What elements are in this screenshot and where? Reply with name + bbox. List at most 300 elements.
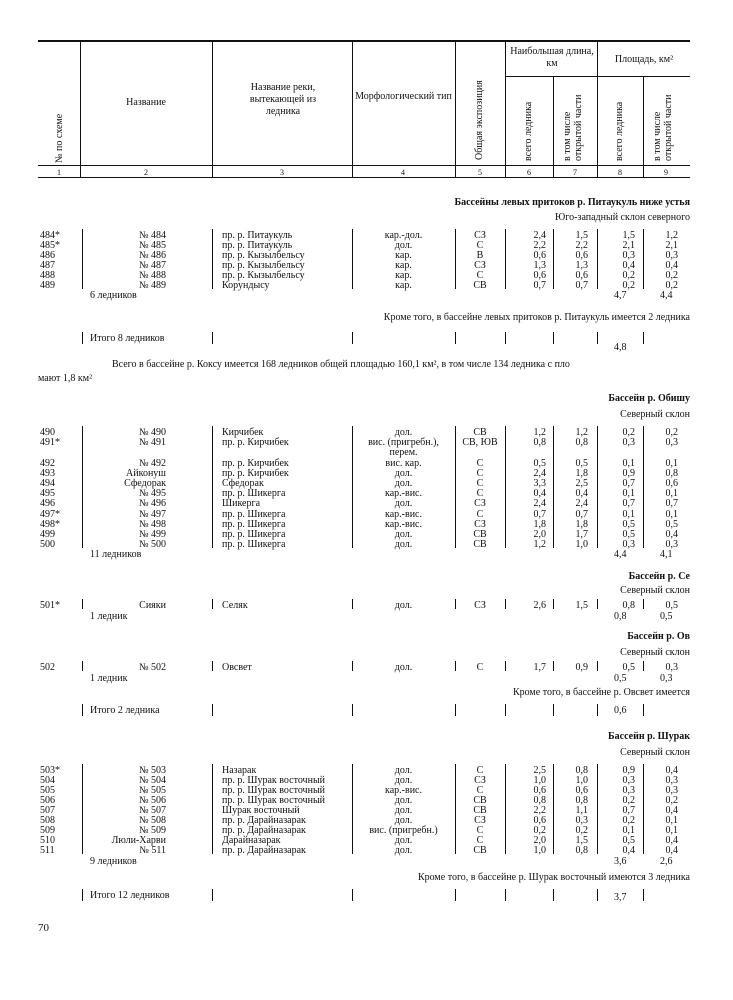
cell-area-open: 0,3 bbox=[665, 662, 678, 673]
cell-area-open: 2,1 bbox=[665, 240, 678, 251]
section4-note: Кроме того, в бассейне р. Овсвет имеется bbox=[512, 687, 690, 698]
column-separator bbox=[505, 599, 506, 609]
cell-length-total: 0,6 bbox=[533, 250, 546, 261]
cell-scheme-no: 504 bbox=[40, 775, 55, 786]
cell-length-total: 1,3 bbox=[533, 260, 546, 271]
column-separator bbox=[212, 229, 213, 289]
cell-glacier-name: Сфедорак bbox=[124, 478, 166, 489]
table-top-rule bbox=[38, 40, 690, 42]
cell-river-name: Селяк bbox=[222, 600, 248, 611]
cell-river-name: пр. р. Шурак восточный bbox=[222, 775, 326, 786]
cell-morph-type: вис. (пригребн.) bbox=[369, 825, 438, 836]
cell-length-open: 0,2 bbox=[575, 825, 588, 836]
colnum-bottom-rule bbox=[38, 177, 690, 178]
cell-exposition: СЗ bbox=[474, 518, 486, 530]
cell-river-name: пр. р. Шикерга bbox=[222, 508, 286, 520]
cell-exposition: СЗ bbox=[474, 260, 486, 271]
cell-length-open: 1,8 bbox=[575, 467, 588, 479]
cell-morph-type: кар. bbox=[395, 280, 412, 291]
section2-total9: 4,1 bbox=[660, 549, 673, 560]
cell-scheme-no: 511 bbox=[40, 845, 55, 856]
section1-itogo: Итого 8 ледников bbox=[90, 333, 165, 344]
cell-length-total: 1,2 bbox=[533, 427, 546, 438]
header-col9: в том числе открытой части bbox=[652, 94, 674, 161]
column-separator bbox=[597, 764, 598, 854]
colnum-1: 1 bbox=[57, 168, 61, 177]
cell-morph-type: дол. bbox=[394, 529, 413, 540]
column-separator bbox=[597, 661, 598, 671]
cell-exposition: С bbox=[476, 785, 484, 796]
cell-length-total: 0,2 bbox=[533, 825, 546, 836]
column-separator bbox=[212, 661, 213, 671]
column-separator bbox=[455, 229, 456, 289]
header-col4: Морфологический тип bbox=[355, 91, 452, 102]
cell-area-total: 0,1 bbox=[622, 488, 635, 500]
column-separator bbox=[82, 229, 83, 289]
cell-scheme-no: 502 bbox=[40, 662, 55, 673]
cell-length-total: 1,0 bbox=[533, 845, 546, 856]
cell-length-open: 0,3 bbox=[575, 815, 588, 826]
cell-length-open: 2,4 bbox=[575, 498, 588, 510]
summary-line2: мают 1,8 км² bbox=[38, 373, 93, 384]
cell-exposition: СЗ bbox=[474, 498, 486, 510]
cell-morph-type: дол. bbox=[394, 539, 413, 551]
cell-river-name: пр. р. Питаукуль bbox=[222, 230, 293, 241]
section5-total8: 3,6 bbox=[614, 856, 627, 867]
cell-exposition: СВ bbox=[473, 845, 487, 856]
cell-river-name: пр. р. Кызылбельсу bbox=[222, 270, 305, 281]
cell-river-name: пр. р. Дарайназарак bbox=[222, 825, 306, 836]
section3-title: Бассейн р. Се bbox=[628, 571, 690, 582]
cell-area-open: 0,3 bbox=[665, 539, 678, 551]
cell-river-name: пр. р. Кызылбельсу bbox=[222, 250, 305, 261]
cell-length-open: 0,7 bbox=[575, 280, 588, 291]
cell-morph-type: дол. bbox=[394, 498, 413, 510]
cell-exposition: СВ bbox=[473, 805, 487, 816]
cell-area-total: 0,7 bbox=[622, 805, 635, 816]
column-separator bbox=[597, 426, 598, 548]
header-col2: Название bbox=[126, 97, 166, 108]
cell-glacier-name: № 490 bbox=[138, 427, 166, 438]
column-separator bbox=[212, 426, 213, 548]
column-separator bbox=[212, 599, 213, 609]
cell-length-open: 0,9 bbox=[575, 662, 588, 673]
cell-area-open: 0,4 bbox=[665, 835, 678, 846]
cell-area-total: 0,7 bbox=[622, 498, 635, 510]
cell-length-open: 1,5 bbox=[575, 600, 588, 611]
section1-total8: 4,7 bbox=[614, 290, 627, 301]
cell-exposition: СВ bbox=[473, 795, 487, 806]
column-separator bbox=[505, 661, 506, 671]
cell-exposition: СЗ bbox=[474, 230, 486, 241]
cell-area-open: 0,4 bbox=[665, 529, 678, 540]
header-col3: Название реки, вытекающей из ледника bbox=[249, 82, 317, 117]
cell-area-open: 0,5 bbox=[665, 600, 678, 611]
section5-subtitle: Северный склон bbox=[620, 747, 690, 758]
section3-count: 1 ледник bbox=[90, 611, 128, 622]
cell-river-name: пр. р. Кирчибек bbox=[222, 457, 289, 469]
cell-scheme-no: 501* bbox=[40, 600, 60, 611]
cell-length-total: 2,5 bbox=[533, 765, 546, 776]
cell-scheme-no: 507 bbox=[40, 805, 55, 816]
cell-morph-type: дол. bbox=[394, 467, 413, 479]
cell-river-name: пр. р. Шикерга bbox=[222, 518, 286, 530]
section3-total8: 0,8 bbox=[614, 611, 627, 622]
cell-glacier-name: № 491 bbox=[138, 437, 166, 449]
header-col8: всего ледника bbox=[614, 101, 625, 161]
cell-area-total: 0,8 bbox=[622, 600, 635, 611]
cell-exposition: С bbox=[476, 240, 484, 251]
cell-glacier-name: Люли-Харви bbox=[111, 835, 166, 846]
cell-area-total: 0,5 bbox=[622, 518, 635, 530]
cell-river-name: Кирчибек bbox=[222, 427, 264, 438]
cell-length-total: 2,2 bbox=[533, 805, 546, 816]
section2-count: 11 ледников bbox=[90, 549, 142, 560]
colnum-4: 4 bbox=[401, 168, 405, 177]
cell-morph-type: дол. bbox=[394, 815, 413, 826]
cell-length-total: 0,8 bbox=[533, 437, 546, 449]
cell-river-name: пр. р. Шикерга bbox=[222, 529, 286, 540]
cell-glacier-name: № 502 bbox=[138, 662, 166, 673]
colnum-6: 6 bbox=[527, 168, 531, 177]
cell-area-total: 0,2 bbox=[622, 815, 635, 826]
cell-area-total: 0,2 bbox=[622, 427, 635, 438]
cell-glacier-name: № 500 bbox=[138, 539, 166, 551]
cell-length-total: 0,4 bbox=[533, 488, 546, 500]
cell-area-total: 0,4 bbox=[622, 845, 635, 856]
cell-scheme-no: 500 bbox=[40, 539, 55, 551]
cell-river-name: пр. р. Шикерга bbox=[222, 488, 286, 500]
cell-length-total: 0,5 bbox=[533, 457, 546, 469]
column-separator bbox=[553, 599, 554, 609]
cell-area-total: 0,1 bbox=[622, 457, 635, 469]
cell-length-open: 0,8 bbox=[575, 845, 588, 856]
column-separator bbox=[643, 764, 644, 854]
cell-length-open: 0,6 bbox=[575, 250, 588, 261]
cell-length-open: 1,1 bbox=[575, 805, 588, 816]
section1-title: Бассейны левых притоков р. Питаукуль ниже устья bbox=[454, 197, 690, 208]
column-separator bbox=[82, 764, 83, 854]
column-separator bbox=[352, 764, 353, 854]
cell-scheme-no: 503* bbox=[40, 765, 60, 776]
cell-river-name: Овсвет bbox=[222, 662, 252, 673]
cell-glacier-name: № 503 bbox=[138, 765, 166, 776]
section3-total9: 0,5 bbox=[660, 611, 673, 622]
cell-scheme-no: 486 bbox=[40, 250, 55, 261]
cell-length-open: 0,6 bbox=[575, 270, 588, 281]
column-separator bbox=[643, 426, 644, 548]
cell-length-total: 0,6 bbox=[533, 815, 546, 826]
section5-total9: 2,6 bbox=[660, 856, 673, 867]
section5-itogo: Итого 12 ледников bbox=[90, 890, 170, 901]
column-separator bbox=[597, 229, 598, 289]
cell-length-open: 0,8 bbox=[575, 795, 588, 806]
cell-scheme-no: 497* bbox=[40, 508, 60, 520]
cell-area-total: 0,9 bbox=[622, 467, 635, 479]
column-separator bbox=[82, 661, 83, 671]
column-separator bbox=[597, 599, 598, 609]
cell-glacier-name: № 496 bbox=[138, 498, 166, 510]
cell-length-total: 1,7 bbox=[533, 662, 546, 673]
cell-area-open: 0,4 bbox=[665, 845, 678, 856]
cell-glacier-name: № 505 bbox=[138, 785, 166, 796]
cell-exposition: СЗ bbox=[474, 815, 486, 826]
cell-area-open: 0,1 bbox=[665, 825, 678, 836]
column-separator bbox=[352, 599, 353, 609]
cell-exposition: С bbox=[476, 835, 484, 846]
cell-area-total: 0,2 bbox=[622, 280, 635, 291]
cell-morph-type: вис. (пригребн.), bbox=[368, 437, 439, 449]
cell-morph-type: кар.-вис. bbox=[385, 488, 422, 500]
cell-area-open: 0,2 bbox=[665, 427, 678, 438]
column-separator bbox=[352, 426, 353, 548]
cell-river-name: Шикерга bbox=[222, 498, 261, 510]
cell-length-open: 2,5 bbox=[575, 478, 588, 489]
cell-exposition: С bbox=[476, 765, 484, 776]
cell-scheme-no: 489 bbox=[40, 280, 55, 291]
cell-glacier-name: № 492 bbox=[138, 457, 166, 469]
cell-length-open: 1,0 bbox=[575, 539, 588, 551]
cell-scheme-no: 499 bbox=[40, 529, 55, 540]
column-separator bbox=[643, 229, 644, 289]
cell-length-open: 1,5 bbox=[575, 835, 588, 846]
cell-river-name: пр. р. Дарайназарак bbox=[222, 815, 306, 826]
cell-area-open: 0,2 bbox=[665, 270, 678, 281]
cell-area-total: 0,5 bbox=[622, 662, 635, 673]
cell-scheme-no: 495 bbox=[40, 488, 55, 500]
cell-length-open: 2,2 bbox=[575, 240, 588, 251]
cell-scheme-no: 506 bbox=[40, 795, 55, 806]
cell-river-name: пр. р. Кирчибек bbox=[222, 467, 289, 479]
cell-river-name: пр. р. Шурак восточный bbox=[222, 795, 326, 806]
cell-length-open: 1,2 bbox=[575, 427, 588, 438]
cell-length-open: 0,8 bbox=[575, 437, 588, 449]
column-separator bbox=[455, 599, 456, 609]
cell-length-total: 0,7 bbox=[533, 280, 546, 291]
cell-exposition: СВ bbox=[473, 529, 487, 540]
cell-area-total: 0,3 bbox=[622, 437, 635, 449]
cell-morph-type: дол. bbox=[394, 478, 413, 489]
cell-area-total: 1,5 bbox=[622, 230, 635, 241]
cell-length-open: 1,5 bbox=[575, 230, 588, 241]
summary-line1: Всего в бассейне р. Коксу имеется 168 ледников общей площадью 160,1 км², в том числе 134 ледника с пло bbox=[112, 359, 570, 370]
colnum-9: 9 bbox=[664, 168, 668, 177]
cell-river-name: пр. р. Питаукуль bbox=[222, 240, 293, 251]
cell-length-total: 0,6 bbox=[533, 785, 546, 796]
cell-area-open: 0,3 bbox=[665, 250, 678, 261]
cell-area-total: 0,7 bbox=[622, 478, 635, 489]
column-separator bbox=[455, 764, 456, 854]
section4-itogo-area: 0,6 bbox=[614, 705, 627, 716]
cell-river-name: Назарак bbox=[222, 765, 257, 776]
column-separator bbox=[352, 661, 353, 671]
cell-length-total: 1,2 bbox=[533, 539, 546, 551]
cell-area-open: 0,1 bbox=[665, 457, 678, 469]
cell-area-total: 0,5 bbox=[622, 529, 635, 540]
header-len-group: Наибольшая длина, км bbox=[510, 46, 594, 69]
cell-area-open: 0,4 bbox=[665, 805, 678, 816]
cell-area-total: 0,3 bbox=[622, 785, 635, 796]
column-separator bbox=[505, 426, 506, 548]
column-separator bbox=[553, 229, 554, 289]
cell-river-name: пр. р. Шурак восточный bbox=[222, 785, 326, 796]
cell-morph-type: дол. bbox=[394, 835, 413, 846]
section1-note: Кроме того, в бассейне левых притоков р. Питаукуль имеется 2 ледника bbox=[383, 312, 690, 323]
cell-scheme-no: 505 bbox=[40, 785, 55, 796]
cell-glacier-name: № 506 bbox=[138, 795, 166, 806]
cell-glacier-name: № 509 bbox=[138, 825, 166, 836]
cell-scheme-no: 492 bbox=[40, 457, 55, 469]
cell-scheme-no: 493 bbox=[40, 467, 55, 479]
cell-length-open: 1,8 bbox=[575, 518, 588, 530]
section4-total9: 0,3 bbox=[660, 673, 673, 684]
cell-exposition: С bbox=[476, 825, 484, 836]
cell-area-open: 0,2 bbox=[665, 280, 678, 291]
cell-morph-type: дол. bbox=[394, 765, 413, 776]
cell-glacier-name: Айконуш bbox=[126, 467, 166, 479]
cell-length-total: 0,8 bbox=[533, 795, 546, 806]
section5-itogo-area: 3,7 bbox=[614, 892, 627, 903]
cell-area-total: 0,3 bbox=[622, 775, 635, 786]
cell-area-open: 0,1 bbox=[665, 508, 678, 520]
section5-title: Бассейн р. Шурак bbox=[608, 731, 690, 742]
cell-area-total: 0,3 bbox=[622, 539, 635, 551]
cell-area-total: 0,5 bbox=[622, 835, 635, 846]
cell-glacier-name: № 497 bbox=[138, 508, 166, 520]
colnum-7: 7 bbox=[573, 168, 577, 177]
column-separator bbox=[505, 229, 506, 289]
cell-area-total: 0,2 bbox=[622, 795, 635, 806]
header-area-group: Площадь, км² bbox=[614, 54, 674, 65]
cell-scheme-no: 488 bbox=[40, 270, 55, 281]
cell-scheme-no: 485* bbox=[40, 240, 60, 251]
cell-exposition: СВ bbox=[473, 427, 487, 438]
header-col6: всего ледника bbox=[523, 101, 534, 161]
cell-morph-type: дол. bbox=[394, 795, 413, 806]
cell-length-total: 1,8 bbox=[533, 518, 546, 530]
cell-exposition: СВ bbox=[473, 280, 487, 291]
cell-morph-type: дол. bbox=[394, 845, 413, 856]
cell-exposition: СВ, ЮВ bbox=[462, 437, 498, 449]
column-separator bbox=[455, 661, 456, 671]
section4-itogo: Итого 2 ледника bbox=[90, 705, 160, 716]
cell-river-name: пр. р. Дарайназарак bbox=[222, 845, 306, 856]
cell-length-total: 2,4 bbox=[533, 498, 546, 510]
section1-itogo-area: 4,8 bbox=[614, 342, 627, 353]
cell-morph-type: дол. bbox=[394, 240, 413, 251]
cell-length-open: 1,3 bbox=[575, 260, 588, 271]
cell-glacier-name: № 504 bbox=[138, 775, 166, 786]
cell-exposition: В bbox=[476, 250, 484, 261]
cell-glacier-name: № 498 bbox=[138, 518, 166, 530]
cell-exposition: С bbox=[476, 662, 484, 673]
cell-glacier-name: № 487 bbox=[138, 260, 166, 271]
cell-scheme-no: 490 bbox=[40, 427, 55, 438]
cell-area-total: 0,1 bbox=[622, 508, 635, 520]
cell-morph-type: вис. кар. bbox=[385, 457, 422, 469]
cell-exposition: С bbox=[476, 508, 484, 520]
cell-river-name: Дарайназарак bbox=[222, 835, 281, 846]
column-separator bbox=[643, 661, 644, 671]
cell-length-open: 0,7 bbox=[575, 508, 588, 520]
cell-exposition: С bbox=[476, 488, 484, 500]
cell-area-open: 1,2 bbox=[665, 230, 678, 241]
column-separator bbox=[643, 599, 644, 609]
section4-total8: 0,5 bbox=[614, 673, 627, 684]
column-separator bbox=[352, 229, 353, 289]
cell-scheme-no: 491* bbox=[40, 437, 60, 449]
section4-subtitle: Северный склон bbox=[620, 647, 690, 658]
colnum-8: 8 bbox=[618, 168, 622, 177]
header-col1: № по схеме bbox=[54, 113, 65, 163]
cell-river-name: Сфедорак bbox=[222, 478, 264, 489]
section1-total9: 4,4 bbox=[660, 290, 673, 301]
cell-area-open: 0,3 bbox=[665, 437, 678, 449]
cell-morph-type: кар.-вис. bbox=[385, 785, 422, 796]
cell-area-total: 0,1 bbox=[622, 825, 635, 836]
cell-length-total: 3,3 bbox=[533, 478, 546, 489]
section1-subtitle: Юго-западный склон северного bbox=[555, 212, 690, 223]
cell-glacier-name: № 489 bbox=[138, 280, 166, 291]
cell-length-total: 2,6 bbox=[533, 600, 546, 611]
cell-area-total: 0,3 bbox=[622, 250, 635, 261]
cell-exposition: СЗ bbox=[474, 600, 486, 611]
section2-title: Бассейн р. Обишу bbox=[608, 393, 690, 404]
cell-glacier-name: № 488 bbox=[138, 270, 166, 281]
cell-morph-type: кар.-дол. bbox=[384, 230, 423, 241]
cell-scheme-no: 496 bbox=[40, 498, 55, 510]
cell-morph-type: кар. bbox=[395, 270, 412, 281]
cell-area-open: 0,5 bbox=[665, 518, 678, 530]
cell-area-open: 0,2 bbox=[665, 795, 678, 806]
cell-length-total: 1,0 bbox=[533, 775, 546, 786]
cell-length-open: 0,4 bbox=[575, 488, 588, 500]
section5-note: Кроме того, в бассейне р. Шурак восточный имеются 3 ледника bbox=[417, 872, 690, 883]
cell-length-open: 1,7 bbox=[575, 529, 588, 540]
cell-exposition: СВ bbox=[473, 539, 487, 551]
cell-length-open: 1,0 bbox=[575, 775, 588, 786]
cell-exposition: С bbox=[476, 478, 484, 489]
cell-exposition: СЗ bbox=[474, 775, 486, 786]
cell-scheme-no: 484* bbox=[40, 230, 60, 241]
cell-river-name: Корундысу bbox=[222, 280, 270, 291]
cell-length-open: 0,8 bbox=[575, 765, 588, 776]
cell-river-name: Шурак восточный bbox=[222, 805, 300, 816]
section3-subtitle: Северный склон bbox=[620, 585, 690, 596]
cell-glacier-name: № 508 bbox=[138, 815, 166, 826]
cell-glacier-name: № 507 bbox=[138, 805, 166, 816]
header-col5: Общая экспозиция bbox=[474, 80, 485, 160]
section4-title: Бассейн р. Ов bbox=[627, 631, 690, 642]
cell-length-total: 2,2 bbox=[533, 240, 546, 251]
cell-scheme-no: 509 bbox=[40, 825, 55, 836]
header-bottom-rule bbox=[38, 165, 690, 166]
colnum-3: 3 bbox=[280, 168, 284, 177]
cell-glacier-name: № 486 bbox=[138, 250, 166, 261]
cell-morph-type: перем. bbox=[389, 447, 418, 459]
cell-area-open: 0,6 bbox=[665, 478, 678, 489]
cell-area-total: 2,1 bbox=[622, 240, 635, 251]
column-separator bbox=[455, 426, 456, 548]
cell-area-open: 0,1 bbox=[665, 488, 678, 500]
section2-total8: 4,4 bbox=[614, 549, 627, 560]
cell-area-open: 0,1 bbox=[665, 815, 678, 826]
cell-morph-type: кар. bbox=[395, 250, 412, 261]
cell-morph-type: дол. bbox=[394, 775, 413, 786]
cell-glacier-name: № 484 bbox=[138, 230, 166, 241]
cell-river-name: пр. р. Кызылбельсу bbox=[222, 260, 305, 271]
cell-river-name: пр. р. Шикерга bbox=[222, 539, 286, 551]
